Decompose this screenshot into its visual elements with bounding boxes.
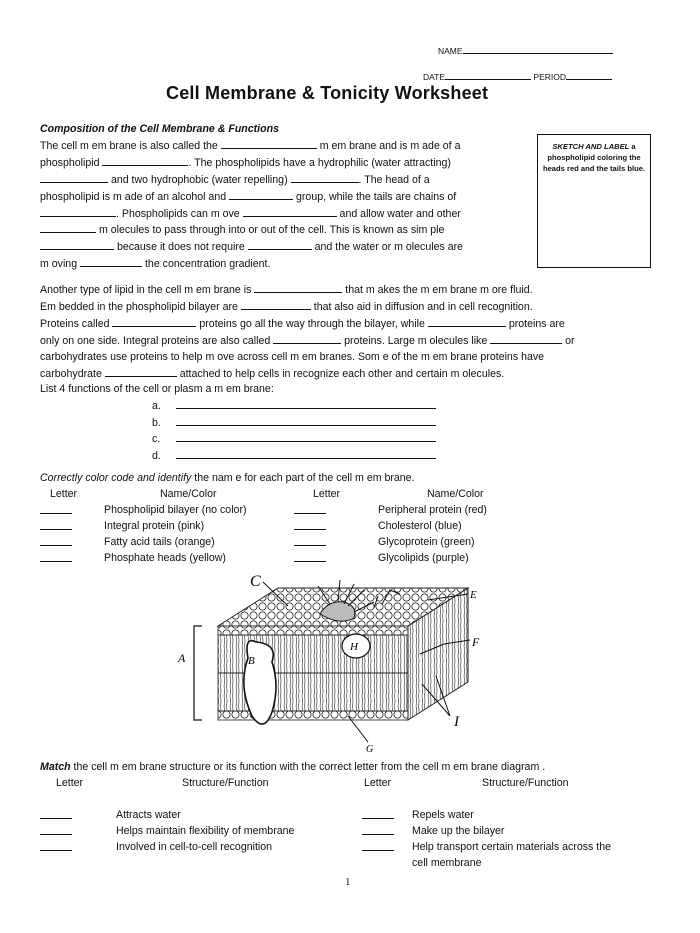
fill-in-blank[interactable] [221, 138, 317, 149]
fill-in-blank[interactable] [254, 282, 342, 293]
letter-answer-blank[interactable] [362, 824, 394, 835]
page-number: 1 [345, 876, 351, 888]
fill-in-blank[interactable] [248, 239, 312, 250]
function-list-item: a. [152, 398, 660, 415]
list-item: Involved in cell-to-cell recognition [40, 840, 72, 856]
section2-line-5: carbohydrates use proteins to help m ove across cell m em branes. Som e of the m em brane proteins have [40, 350, 545, 363]
letter-answer-blank[interactable] [294, 551, 326, 562]
fill-in-blank[interactable] [102, 155, 188, 166]
label-g: G [366, 744, 374, 755]
section1-line-6: m olecules to pass through into or out of the cell. This is known as sim ple [40, 222, 520, 239]
section2-line-2: Em bedded in the phospholipid bilayer are that also aid in diffusion and in cell recognition. [40, 300, 533, 313]
letter-answer-blank[interactable] [40, 551, 72, 562]
section1-line-1: The cell m em brane is also called the m em brane and is m ade of a [40, 139, 461, 152]
letter-answer-blank[interactable] [40, 535, 72, 546]
cell-membrane-diagram [168, 566, 498, 756]
letter-answer-blank[interactable] [362, 808, 394, 819]
letter-answer-blank[interactable] [294, 503, 326, 514]
date-line[interactable] [445, 69, 531, 80]
fill-in-blank[interactable] [229, 189, 293, 200]
col-name-left: Name/Color [160, 488, 217, 500]
period-line[interactable] [566, 69, 612, 80]
col-name-right: Name/Color [427, 488, 484, 500]
inner-heads-row [218, 711, 408, 720]
fill-in-blank[interactable] [243, 206, 337, 217]
section2-line-3: Proteins called proteins go all the way through the bilayer, while proteins are [40, 317, 565, 330]
fill-in-blank[interactable] [291, 172, 359, 183]
list-item: Glycolipids (purple) [294, 551, 326, 567]
letter-answer-blank[interactable] [294, 519, 326, 530]
color-code-prompt: Correctly color code and identify the nam e for each part of the cell m em brane. [40, 472, 415, 484]
label-f: F [472, 635, 480, 649]
match-col-structure-left: Structure/Function [182, 777, 269, 789]
answer-line[interactable] [176, 415, 436, 426]
fill-in-blank[interactable] [40, 172, 108, 183]
page-title: Cell Membrane & Tonicity Worksheet [166, 83, 489, 103]
letter-answer-blank[interactable] [40, 840, 72, 851]
outer-heads-row [218, 626, 408, 635]
function-list-item: d. [152, 448, 660, 465]
list-item: Make up the bilayer [362, 824, 394, 840]
col-letter-left: Letter [50, 488, 78, 500]
fill-in-blank[interactable] [490, 333, 562, 344]
label-a: A [178, 651, 186, 665]
list-item: Help transport certain materials across the [362, 840, 394, 856]
match-col-letter-right: Letter [364, 777, 392, 789]
list-item: Integral protein (pink) [40, 519, 72, 535]
letter-answer-blank[interactable] [40, 503, 72, 514]
answer-line[interactable] [176, 448, 436, 459]
letter-answer-blank[interactable] [40, 519, 72, 530]
letter-answer-blank[interactable] [40, 808, 72, 819]
function-list-item: b. [152, 415, 660, 432]
list-item: Phospholipid bilayer (no color) [40, 503, 72, 519]
fill-in-blank[interactable] [112, 316, 196, 327]
list-item: Fatty acid tails (orange) [40, 535, 72, 551]
label-h: H [350, 641, 358, 653]
section-color-code [40, 471, 660, 487]
name-line[interactable] [463, 43, 613, 54]
letter-answer-blank[interactable] [362, 840, 394, 851]
answer-line[interactable] [176, 431, 436, 442]
answer-line[interactable] [176, 398, 436, 409]
match-col-structure-right: Structure/Function [482, 777, 569, 789]
section2-line-4: only on one side. Integral proteins are also called proteins. Large m olecules like or [40, 334, 575, 347]
section2-line-1: Another type of lipid in the cell m em brane is that m akes the m em brane m ore fluid. [40, 284, 533, 296]
label-e: E [470, 589, 477, 601]
list-item: Glycoprotein (green) [294, 535, 326, 551]
section-heading: Composition of the Cell Membrane & Functions [40, 123, 279, 135]
label-c: C [250, 573, 261, 590]
col-letter-right: Letter [313, 488, 341, 500]
sketch-box[interactable]: SKETCH AND LABEL a phospholipid coloring the heads red and the tails blue. [537, 134, 651, 268]
date-period-field: DATE PERIOD [423, 69, 612, 82]
letter-answer-blank[interactable] [40, 824, 72, 835]
fill-in-blank[interactable] [428, 316, 506, 327]
fill-in-blank[interactable] [40, 239, 114, 250]
match-prompt: Match the cell m em brane structure or its function with the correct letter from the cell m em brane diagram . [40, 761, 546, 773]
list-item: Helps maintain flexibility of membrane [40, 824, 72, 840]
list-item: Peripheral protein (red) [294, 503, 326, 519]
list-item: Cholesterol (blue) [294, 519, 326, 535]
section1-line-2: phospholipid . The phospholipids have a hydrophilic (water attracting) [40, 156, 451, 169]
fill-in-blank[interactable] [273, 333, 341, 344]
list-item: Repels water [362, 808, 394, 824]
section1-line-3: and two hydrophobic (water repelling) . The head of a [40, 172, 520, 189]
section1-line-5: . Phospholipids can m ove and allow water and other [40, 206, 520, 223]
section2-line-6: carbohydrate attached to help cells in recognize each other and certain m olecules. [40, 367, 505, 380]
section-lipids-proteins [40, 282, 660, 464]
section-composition [40, 122, 520, 273]
letter-answer-blank[interactable] [294, 535, 326, 546]
label-b: B [248, 655, 255, 667]
fill-in-blank[interactable] [80, 256, 142, 267]
fill-in-blank[interactable] [40, 222, 96, 233]
list-prompt: List 4 functions of the cell or plasm a m em brane: [40, 383, 274, 396]
section1-line-8: m oving the concentration gradient. [40, 258, 271, 271]
fill-in-blank[interactable] [105, 366, 177, 377]
fill-in-blank[interactable] [241, 299, 311, 310]
function-list-item: c. [152, 431, 660, 448]
match-col-letter-left: Letter [56, 777, 84, 789]
bracket-a [194, 626, 202, 720]
section1-line-4: phospholipid is m ade of an alcohol and group, while the tails are chains of [40, 190, 457, 203]
list-item: Attracts water [40, 808, 72, 824]
section1-line-7: because it does not require and the water or m olecules are [40, 239, 520, 256]
list-item: cell membrane [412, 857, 482, 869]
label-i: I [454, 714, 459, 730]
name-field: NAME [438, 43, 613, 56]
fill-in-blank[interactable] [40, 206, 116, 217]
list-item: Phosphate heads (yellow) [40, 551, 72, 567]
